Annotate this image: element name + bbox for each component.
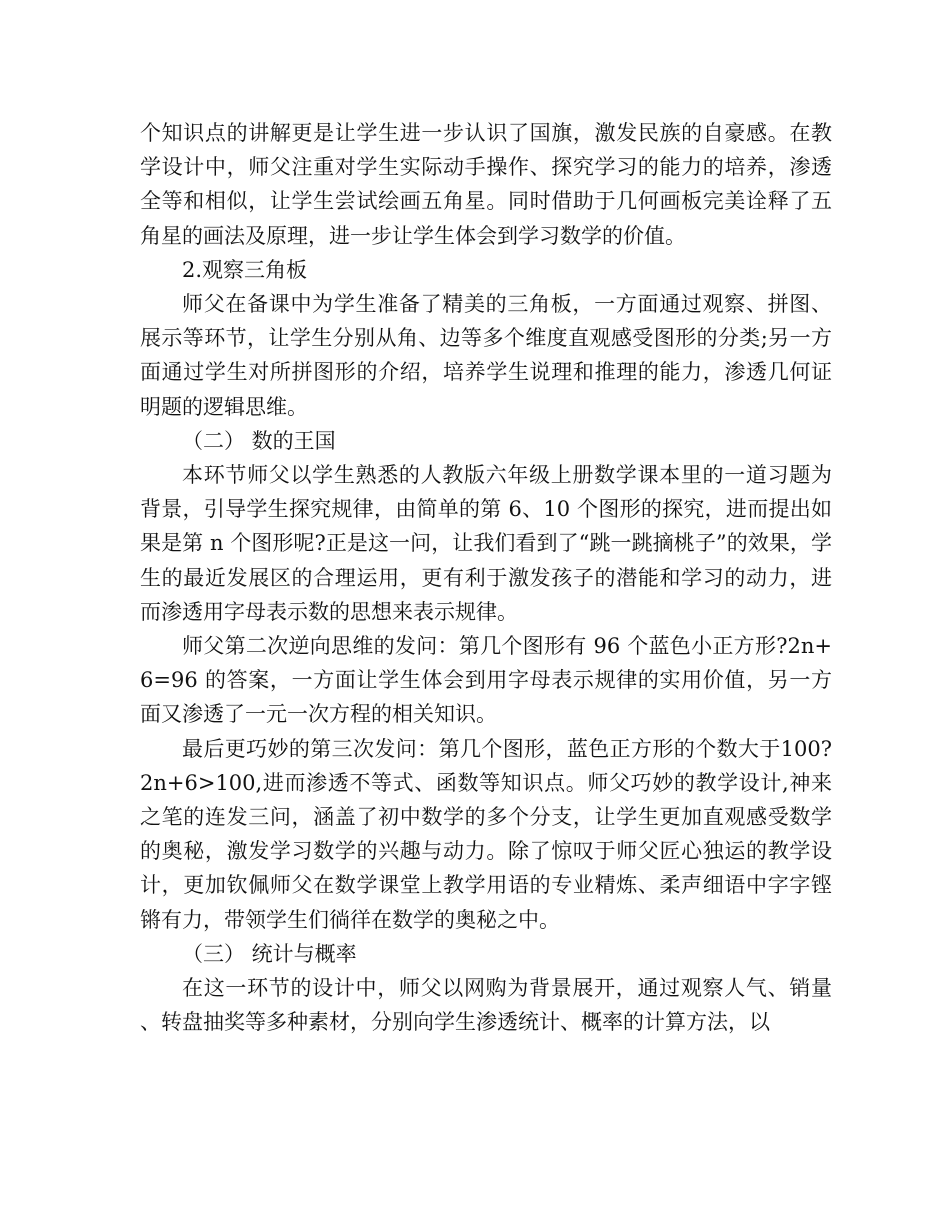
paragraph: 师父在备课中为学生准备了精美的三角板，一方面通过观察、拼图、展示等环节，让学生分别从角、边等多个维度直观感受图形的分类;另一方面通过学生对所拼图形的介绍，培养学生说理和推理的能力，渗透几何证明题的逻辑思维。	[140, 292, 832, 419]
section-heading-observe-triangle: 2.观察三角板	[182, 257, 308, 282]
section-heading-number-kingdom: （二） 数的王国	[182, 428, 336, 453]
paragraph: 师父第二次逆向思维的发问：第几个图形有 96 个蓝色小正方形?2n+6=96 的答案，一方面让学生体会到用字母表示规律的实用价值，另一方面又渗透了一元一次方程的相关知识。	[140, 634, 832, 727]
section-heading-statistics-probability: （三） 统计与概率	[182, 941, 357, 966]
paragraph: 本环节师父以学生熟悉的人教版六年级上册数学课本里的一道习题为背景，引导学生探究规律，由简单的第 6、10 个图形的探究，进而提出如果是第 n 个图形呢?正是这一问，让我们看到了“跳一跳摘桃子”的效果，学生的最近发展区的合理运用，更有利于激发孩子的潜能和学习的动力，进而渗透用字母表示数的思想来表示规律。	[140, 463, 832, 624]
paragraph: 最后更巧妙的第三次发问：第几个图形，蓝色正方形的个数大于100?2n+6>100,进而渗透不等式、函数等知识点。师父巧妙的教学设计,神来之笔的连发三问，涵盖了初中数学的多个分支，让学生更加直观感受数学的奥秘，激发学习数学的兴趣与动力。除了惊叹于师父匠心独运的教学设计，更加钦佩师父在数学课堂上教学用语的专业精炼、柔声细语中字字铿锵有力，带领学生们徜徉在数学的奥秘之中。	[140, 736, 832, 932]
paragraph: 在这一环节的设计中，师父以网购为背景展开，通过观察人气、销量、转盘抽奖等多种素材，分别向学生渗透统计、概率的计算方法，以	[140, 976, 832, 1035]
paragraph-continued: 个知识点的讲解更是让学生进一步认识了国旗，激发民族的自豪感。在教学设计中，师父注重对学生实际动手操作、探究学习的能力的培养，渗透全等和相似，让学生尝试绘画五角星。同时借助于几何画板完美诠释了五角星的画法及原理，进一步让学生体会到学习数学的价值。	[140, 121, 832, 248]
